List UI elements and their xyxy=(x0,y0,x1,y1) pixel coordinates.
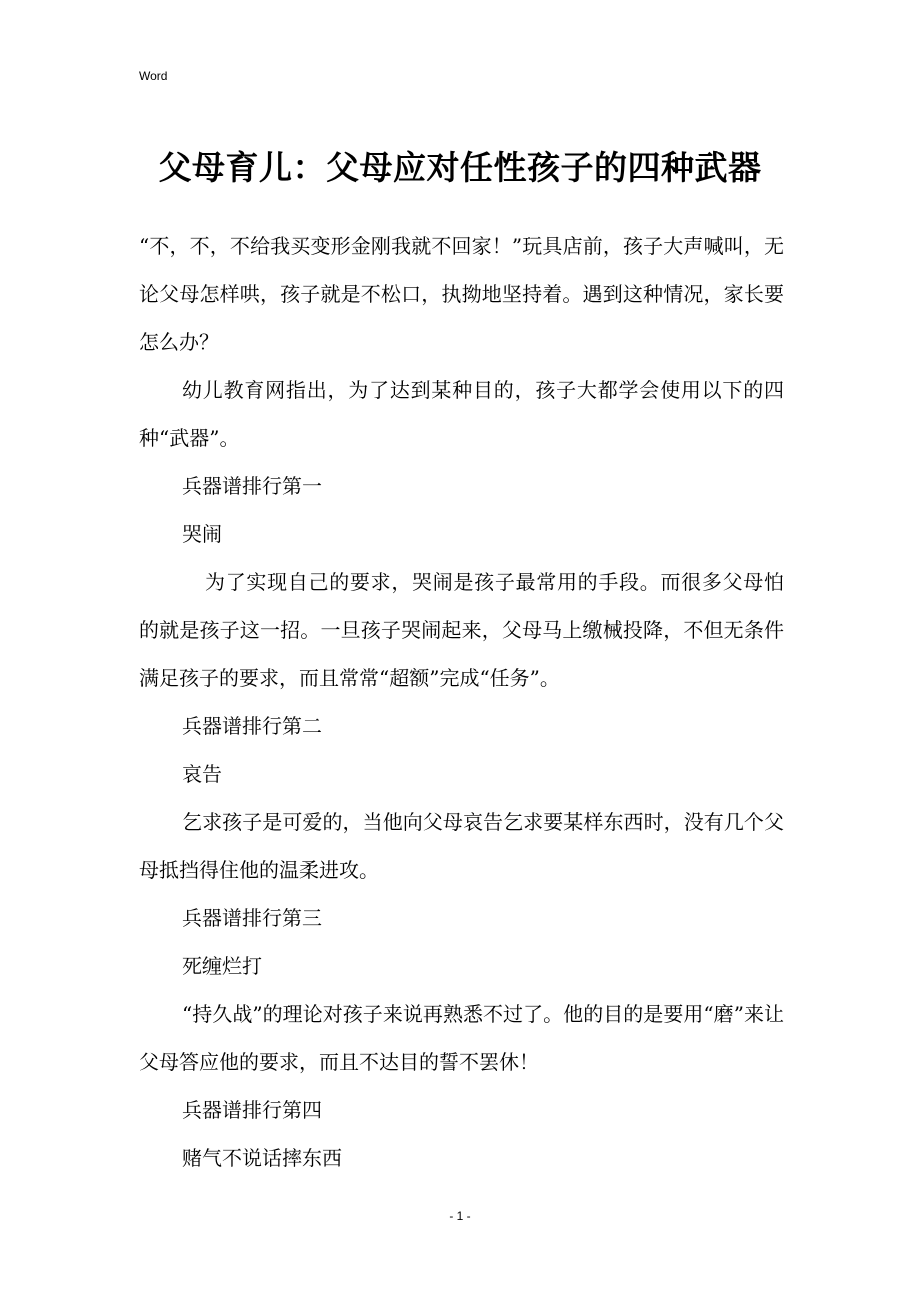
weapon-name-3: 死缠烂打 xyxy=(182,954,262,978)
weapon-description-2: 乞求孩子是可爱的，当他向父母哀告乞求要某样东西时，没有几个父母抵挡得住他的温柔进攻。 xyxy=(139,810,784,882)
weapon-description-3: “持久战”的理论对孩子来说再熟悉不过了。他的目的是要用“磨”来让父母答应他的要求，而且不达目的誓不罢休！ xyxy=(139,1002,784,1074)
document-body xyxy=(139,222,784,1182)
paragraph-intro: “不，不，不给我买变形金刚我就不回家！”玩具店前，孩子大声喊叫，无论父母怎样哄，孩子就是不松口，执拗地坚持着。遇到这种情况，家长要怎么办？ xyxy=(139,234,784,354)
document-title: 父母育儿：父母应对任性孩子的四种武器 xyxy=(158,148,762,187)
rank-heading-4: 兵器谱排行第四 xyxy=(182,1098,322,1122)
header-label: Word xyxy=(139,69,168,83)
weapon-description-1: 为了实现自己的要求，哭闹是孩子最常用的手段。而很多父母怕的就是孩子这一招。一旦孩子哭闹起来，父母马上缴械投降，不但无条件满足孩子的要求，而且常常“超额”完成“任务”。 xyxy=(139,570,784,690)
rank-heading-1: 兵器谱排行第一 xyxy=(182,474,322,498)
weapon-name-2: 哀告 xyxy=(182,762,222,786)
rank-heading-2: 兵器谱排行第二 xyxy=(182,714,322,738)
paragraph-overview: 幼儿教育网指出，为了达到某种目的，孩子大都学会使用以下的四种“武器”。 xyxy=(139,378,784,450)
rank-heading-3: 兵器谱排行第三 xyxy=(182,906,322,930)
weapon-name-4: 赌气不说话摔东西 xyxy=(182,1146,342,1170)
weapon-name-1: 哭闹 xyxy=(182,522,222,546)
page-number: - 1 - xyxy=(449,1209,471,1223)
